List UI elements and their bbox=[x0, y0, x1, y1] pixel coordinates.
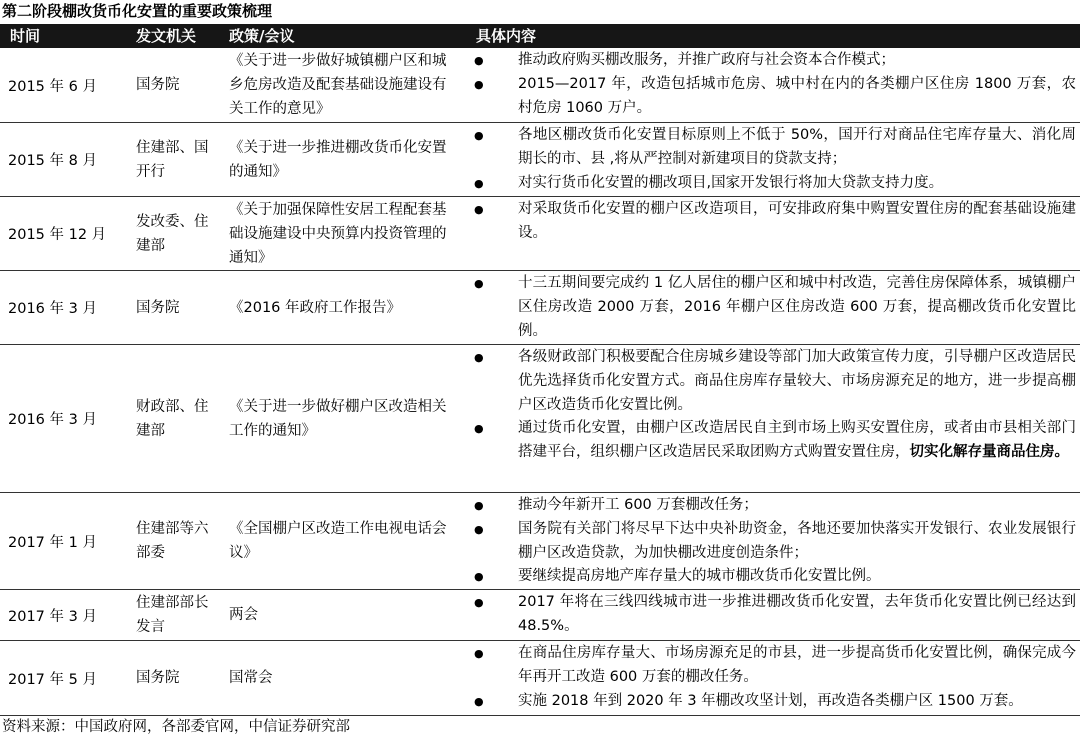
content-bullet bbox=[470, 417, 1076, 465]
header-content: 具体内容 bbox=[476, 27, 537, 45]
cell-org: 国务院 bbox=[136, 77, 180, 93]
bullet-dot-icon: ● bbox=[474, 351, 484, 364]
cell-policy: 《2016 年政府工作报告》 bbox=[229, 299, 402, 316]
header-org: 发文机关 bbox=[136, 27, 197, 45]
bullet-text: 各级财政部门积极要配合住房城乡建设等部门加大政策宣传力度，引导棚户区改造居民优先选择货币化安置方式。商品住房库存量较大、市场房源充足的地方，进一步提高棚户区改造货币化安置比例。 bbox=[518, 349, 1076, 413]
bullet-text: 推动政府购买棚改服务，并推广政府与社会资本合作模式； bbox=[518, 52, 895, 68]
bullet-text: 对实行货币化安置的棚改项目,国家开发银行将加大贷款支持力度。 bbox=[518, 174, 944, 191]
content-bullet bbox=[470, 346, 1076, 417]
table-header bbox=[0, 24, 1080, 48]
bullet-dot-icon: ● bbox=[474, 570, 484, 584]
cell-policy: 国常会 bbox=[229, 670, 273, 686]
bullet-text: 要继续提高房地产库存量大的城市棚改货币化安置比例。 bbox=[518, 568, 881, 585]
content-bullet bbox=[470, 198, 1076, 246]
cell-org: 住建部等六部委 bbox=[136, 521, 209, 561]
table-title: 第二阶段棚改货币化安置的重要政策梳理 bbox=[2, 2, 273, 20]
cell-content bbox=[470, 494, 1076, 589]
table-row bbox=[0, 48, 1080, 123]
table-row bbox=[0, 590, 1080, 641]
header-time: 时间 bbox=[10, 27, 41, 45]
cell-policy: 两会 bbox=[229, 607, 258, 623]
cell-org: 国务院 bbox=[136, 299, 180, 316]
cell-date: 2016 年 3 月 bbox=[8, 301, 97, 317]
cell-content bbox=[470, 591, 1076, 639]
bullet-text: 推动今年新开工 600 万套棚改任务； bbox=[518, 497, 758, 513]
bullet-dot-icon: ● bbox=[474, 647, 484, 660]
cell-content bbox=[470, 642, 1076, 713]
content-bullet bbox=[470, 124, 1076, 172]
header-policy: 政策/会议 bbox=[229, 27, 295, 45]
cell-org: 住建部部长发言 bbox=[136, 595, 209, 635]
cell-org: 国务院 bbox=[136, 670, 180, 686]
bullet-dot-icon: ● bbox=[474, 176, 484, 190]
table-row bbox=[0, 493, 1080, 590]
content-bullet bbox=[470, 642, 1076, 690]
content-bullet bbox=[470, 172, 1076, 196]
bullet-text: 十三五期间要完成约 1 亿人居住的棚户区和城中村改造，完善住房保障体系，城镇棚户区住房改造 2000 万套，2016 年棚户区住房改造 600 万套，提高棚改货币化安置比例。 bbox=[518, 275, 1076, 339]
bullet-text: 各地区棚改货币化安置目标原则上不低于 50%，国开行对商品住宅库存量大、消化周期长的市、县 ,将从严控制对新建项目的贷款支持； bbox=[518, 127, 1076, 167]
content-bullet bbox=[470, 690, 1076, 714]
table-row bbox=[0, 271, 1080, 345]
bullet-dot-icon: ● bbox=[474, 522, 484, 536]
cell-policy: 《关于加强保障性安居工程配套基础设施建设中央预算内投资管理的通知》 bbox=[229, 201, 447, 266]
cell-content bbox=[470, 198, 1076, 246]
bullet-text: 国务院有关部门将尽早下达中央补助资金，各地还要加快落实开发银行、农业发展银行棚户区改造贷款，为加快棚改进度创造条件； bbox=[518, 520, 1076, 561]
cell-date: 2015 年 6 月 bbox=[8, 78, 97, 95]
cell-org: 财政部、住建部 bbox=[136, 398, 209, 439]
bullet-emphasis-text: 切实化解存量商品住房。 bbox=[909, 444, 1069, 461]
cell-policy: 《全国棚户区改造工作电视电话会议》 bbox=[229, 521, 447, 561]
cell-date: 2017 年 1 月 bbox=[8, 534, 97, 551]
cell-content bbox=[470, 272, 1076, 343]
bullet-dot-icon: ● bbox=[474, 77, 484, 91]
cell-content bbox=[470, 49, 1076, 120]
cell-date: 2017 年 5 月 bbox=[8, 671, 97, 688]
bullet-dot-icon: ● bbox=[474, 277, 484, 290]
bullet-dot-icon: ● bbox=[474, 422, 484, 436]
bullet-text: 2017 年将在三线四线城市进一步推进棚改货币化安置，去年货币化安置比例已经达到 48.5%。 bbox=[518, 594, 1076, 634]
bullet-dot-icon: ● bbox=[474, 54, 484, 67]
bullet-text: 实施 2018 年到 2020 年 3 年棚改攻坚计划，再改造各类棚户区 1500 万套。 bbox=[518, 692, 1023, 709]
cell-policy: 《关于进一步做好棚户区改造相关工作的通知》 bbox=[229, 398, 447, 439]
bullet-dot-icon: ● bbox=[474, 499, 484, 512]
content-bullet bbox=[470, 272, 1076, 343]
cell-content bbox=[470, 124, 1076, 195]
bullet-text: 对采取货币化安置的棚户区改造项目，可安排政府集中购置安置住房的配套基础设施建设。 bbox=[518, 201, 1076, 241]
bullet-text: 2015—2017 年，改造包括城市危房、城中村在内的各类棚户区住房 1800 万套，农村危房 1060 万户。 bbox=[518, 75, 1076, 116]
cell-date: 2015 年 12 月 bbox=[8, 227, 107, 243]
bullet-dot-icon: ● bbox=[474, 596, 484, 609]
cell-org: 住建部、国开行 bbox=[136, 139, 209, 180]
cell-date: 2017 年 3 月 bbox=[8, 608, 97, 625]
table-row bbox=[0, 641, 1080, 716]
cell-date: 2016 年 3 月 bbox=[8, 412, 97, 428]
table-row bbox=[0, 123, 1080, 197]
table-row bbox=[0, 197, 1080, 271]
bullet-dot-icon: ● bbox=[474, 129, 484, 142]
cell-policy: 《关于进一步做好城镇棚户区和城乡危房改造及配套基础设施建设有关工作的意见》 bbox=[229, 53, 447, 117]
content-bullet bbox=[470, 518, 1076, 566]
table-row bbox=[0, 345, 1080, 493]
bullet-dot-icon: ● bbox=[474, 694, 484, 708]
cell-policy: 《关于进一步推进棚改货币化安置的通知》 bbox=[229, 139, 447, 180]
cell-content bbox=[470, 346, 1076, 465]
cell-date: 2015 年 8 月 bbox=[8, 153, 97, 169]
content-bullet bbox=[470, 49, 1076, 73]
content-bullet bbox=[470, 73, 1076, 121]
cell-org: 发改委、住建部 bbox=[136, 213, 209, 254]
bullet-dot-icon: ● bbox=[474, 203, 484, 216]
bullet-text: 通过货币化安置，由棚户区改造居民自主到市场上购买安置住房，或者由市县相关部门搭建平台，组织棚户区改造居民采取团购方式购置安置住房， bbox=[518, 420, 1076, 461]
content-bullet bbox=[470, 591, 1076, 639]
source-note: 资料来源：中国政府网，各部委官网，中信证券研究部 bbox=[2, 719, 350, 735]
bullet-text: 在商品住房库存量大、市场房源充足的市县，进一步提高货币化安置比例，确保完成今年再开工改造 600 万套的棚改任务。 bbox=[518, 645, 1076, 685]
content-bullet bbox=[470, 494, 1076, 518]
content-bullet bbox=[470, 565, 1076, 589]
